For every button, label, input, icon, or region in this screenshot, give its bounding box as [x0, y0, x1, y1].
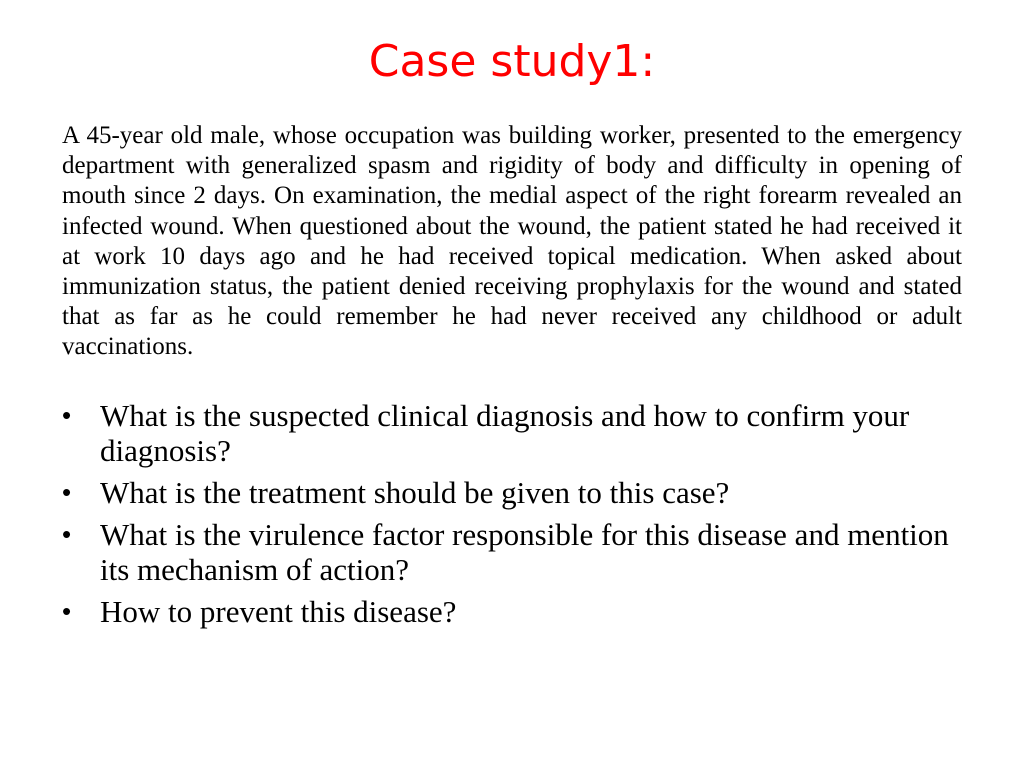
slide-title: Case study1: — [368, 36, 656, 87]
question-text: What is the treatment should be given to this case? — [100, 475, 730, 510]
question-text: What is the suspected clinical diagnosis and how to confirm your diagnosis? — [100, 398, 910, 468]
bullet-icon: • — [62, 519, 72, 549]
question-item — [62, 517, 972, 587]
question-item — [62, 398, 972, 468]
question-item — [62, 475, 972, 510]
bullet-icon: • — [62, 596, 72, 626]
bullet-icon: • — [62, 477, 72, 507]
question-text: What is the virulence factor responsible for this disease and mention its mechanism of action? — [100, 517, 949, 587]
case-description: A 45-year old male, whose occupation was building worker, presented to the emergency department with generalized spasm and rigidity of body and difficulty in opening of mouth since 2 days. On examination, the medial aspect of the right forearm revealed an infected wound. When questioned about the wound, the patient stated he had received it at work 10 days ago and he had received topical medication. When asked about immunization status, the patient denied receiving prophylaxis for the wound and stated that as far as he could remember he had never received any childhood or adult vaccinations. — [62, 122, 962, 361]
question-item — [62, 594, 972, 629]
bullet-icon: • — [62, 400, 72, 430]
question-text: How to prevent this disease? — [100, 594, 457, 629]
question-list — [62, 398, 972, 636]
